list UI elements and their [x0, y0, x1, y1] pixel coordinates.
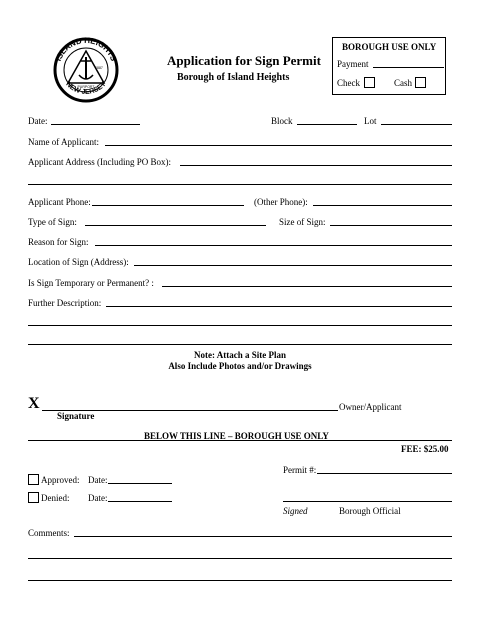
- block-field[interactable]: [297, 124, 357, 125]
- description-label: Further Description:: [28, 298, 102, 308]
- reason-field[interactable]: [95, 245, 452, 246]
- cash-checkbox[interactable]: [415, 77, 426, 88]
- address-label: Applicant Address (Including PO Box):: [28, 157, 171, 167]
- official-label: Borough Official: [339, 506, 401, 516]
- seal-bottom-text: NEW JERSEY: [64, 80, 108, 96]
- reason-label: Reason for Sign:: [28, 237, 89, 247]
- date-label: Date:: [28, 116, 48, 126]
- payment-line[interactable]: [373, 67, 444, 68]
- payment-label: Payment: [337, 59, 369, 69]
- borough-use-title: BOROUGH USE ONLY: [342, 42, 437, 52]
- phone-field[interactable]: [92, 205, 244, 206]
- approved-date-label: Date:: [88, 475, 108, 485]
- type-field[interactable]: [85, 225, 266, 226]
- block-label: Block: [271, 116, 293, 126]
- size-field[interactable]: [330, 225, 452, 226]
- seal-inner-text: 1887: [95, 66, 103, 70]
- name-label: Name of Applicant:: [28, 137, 99, 147]
- other-phone-label: (Other Phone):: [254, 197, 308, 207]
- office-heading: BELOW THIS LINE – BOROUGH USE ONLY: [144, 431, 329, 441]
- signed-label: Signed: [283, 506, 308, 516]
- phone-label: Applicant Phone:: [28, 197, 91, 207]
- denied-date-label: Date:: [88, 493, 108, 503]
- comments-field-line-2[interactable]: [28, 558, 452, 559]
- size-label: Size of Sign:: [279, 217, 326, 227]
- cash-label: Cash: [394, 78, 412, 88]
- lot-label: Lot: [364, 116, 377, 126]
- address-field-line-2[interactable]: [28, 184, 452, 185]
- location-label: Location of Sign (Address):: [28, 257, 129, 267]
- description-field-line-2[interactable]: [28, 325, 452, 326]
- denied-checkbox[interactable]: [28, 492, 39, 503]
- description-field-line-3[interactable]: [28, 344, 452, 345]
- signature-label: Signature: [57, 411, 95, 421]
- denied-label: Denied:: [41, 493, 70, 503]
- name-field[interactable]: [105, 145, 452, 146]
- temp-label: Is Sign Temporary or Permanent? :: [28, 278, 154, 288]
- office-divider: [28, 440, 452, 441]
- approved-checkbox[interactable]: [28, 474, 39, 485]
- seal-sub-text: PURPORT: [77, 85, 95, 89]
- borough-use-box: [332, 37, 446, 95]
- form-subtitle: Borough of Island Heights: [177, 72, 290, 83]
- location-field[interactable]: [134, 265, 452, 266]
- comments-field-line-3[interactable]: [28, 580, 452, 581]
- temp-field[interactable]: [162, 286, 452, 287]
- date-field[interactable]: [51, 124, 140, 125]
- approved-label: Approved:: [41, 475, 80, 485]
- description-field[interactable]: [106, 306, 452, 307]
- permit-field[interactable]: [317, 473, 452, 474]
- signature-mark: X: [28, 395, 40, 412]
- owner-label: Owner/Applicant: [339, 402, 402, 412]
- check-checkbox[interactable]: [364, 77, 375, 88]
- check-label: Check: [337, 78, 360, 88]
- lot-field[interactable]: [381, 124, 452, 125]
- approved-date-field[interactable]: [108, 483, 172, 484]
- seal-top-text: ISLAND HEIGHTS: [53, 37, 119, 63]
- other-phone-field[interactable]: [313, 205, 452, 206]
- denied-date-field[interactable]: [108, 501, 172, 502]
- note-line-2: Also Include Photos and/or Drawings: [168, 361, 312, 371]
- type-label: Type of Sign:: [28, 217, 77, 227]
- comments-label: Comments:: [28, 528, 70, 538]
- fee-label: FEE: $25.00: [401, 444, 449, 454]
- note-line-1: Note: Attach a Site Plan: [194, 350, 286, 360]
- borough-seal: [40, 37, 132, 103]
- address-field[interactable]: [180, 165, 452, 166]
- official-signature-field[interactable]: [283, 501, 452, 502]
- permit-label: Permit #:: [283, 465, 317, 475]
- comments-field[interactable]: [74, 536, 452, 537]
- form-title: Application for Sign Permit: [167, 53, 321, 68]
